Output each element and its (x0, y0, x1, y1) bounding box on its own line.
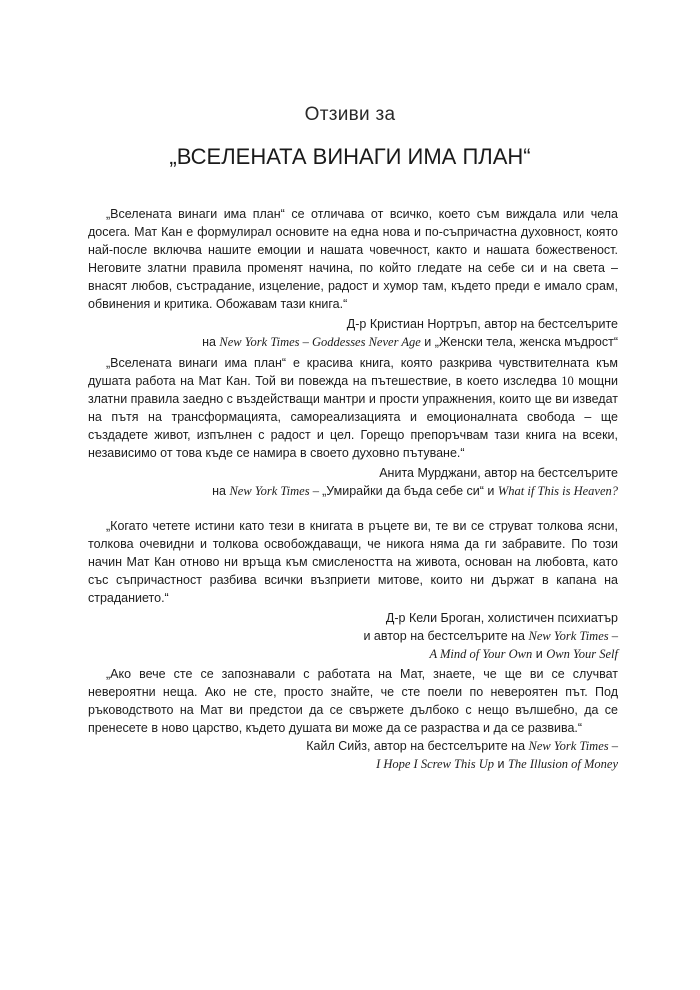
testimonial-3-conj: и (532, 647, 547, 661)
testimonial-2-quote (88, 354, 618, 462)
testimonial-2-na: на (212, 484, 230, 498)
testimonial-1-works (88, 333, 618, 351)
testimonial-1-conj: и (420, 335, 435, 349)
testimonial-3 (88, 517, 618, 663)
testimonial-2-quote-part-2: мощни златни правила заедно с въздействащи мантри и прости упражнения, които ще ви изведат на пътя на трансформацията, самореализацията и емоционалната свобода – ще създадете живот, изпълнен с радост и цел. Горещо препоръчвам тази книга на всеки, независимо от това къде се намира в своето духовно пътуване.“ (88, 374, 618, 460)
testimonial-3-work-2: Own Your Self (546, 647, 618, 661)
testimonial-2-works (88, 482, 618, 500)
testimonial-1-work-1: New York Times – Goddesses Never Age (219, 335, 421, 349)
testimonial-2-work-3: What if This is Heaven? (497, 484, 618, 498)
page-heading: Отзиви за (304, 104, 396, 125)
testimonial-2-author: Анита Мурджани, автор на бестселърите (379, 466, 618, 480)
testimonial-2-work-1: New York Times – (229, 484, 323, 498)
testimonial-1-work-2: „Женски тела, женска мъдрост“ (434, 335, 618, 349)
testimonial-4-author-text: Кайл Сийз, автор на бестселърите на (306, 739, 529, 753)
testimonial-2-number: 10 (561, 374, 574, 388)
testimonial-4-work-2: The Illusion of Money (507, 757, 618, 771)
testimonial-3-line2-work: New York Times – (528, 629, 618, 643)
testimonial-1 (88, 205, 618, 351)
testimonial-4-quote: „Ако вече сте се запознавали с работата на Мат, знаете, че ще ви се случват невероятни неща. Ако не сте, просто знайте, че сте поели по невероятен път. Под ръководството на Мат ви предстои да се свържете дълбоко с нещо вълшебно, да се пренесете в ново царство, където душата ви може да се разраства и да се развива.“ (88, 667, 618, 735)
testimonial-4-works (88, 755, 618, 773)
testimonial-2 (88, 354, 618, 500)
testimonial-1-na: на (202, 335, 220, 349)
testimonial-3-quote: „Когато четете истини като тези в книгата в ръцете ви, те ви се струват толкова ясни, толкова очевидни и толкова освобождаващи, че никога няма да ги забравите. По този начин Мат Кан отново ни връща към смислеността на живота, основан на любовта, като със съпричастност разбива всички възприети митове, които ни държат в капана на страданието.“ (88, 519, 618, 605)
testimonial-3-work-1: A Mind of Your Own (429, 647, 533, 661)
testimonial-2-quote-part-1: „Вселената винаги има план“ е красива книга, която разкрива чувствителната към душата работа на Мат Кан. Той ви повежда на пътешествие, в което изследва (88, 356, 618, 388)
testimonial-3-works (88, 645, 618, 663)
testimonial-4-author-work: New York Times – (528, 739, 618, 753)
testimonial-3-author: Д-р Кели Броган, холистичен психиатър (385, 611, 618, 625)
testimonial-4-conj: и (494, 757, 508, 771)
testimonial-4-author (88, 737, 618, 755)
book-title: „ВСЕЛЕНАТА ВИНАГИ ИМА ПЛАН“ (169, 144, 531, 169)
testimonial-4 (88, 665, 618, 773)
testimonial-2-conj: и (483, 484, 498, 498)
testimonial-3-publisher-line (88, 627, 618, 645)
testimonial-4-work-1: I Hope I Screw This Up (376, 757, 494, 771)
testimonial-1-author: Д-р Кристиан Нортръп, автор на бестселърите (346, 317, 618, 331)
testimonial-2-work-2: „Умирайки да бъда себе си“ (322, 484, 484, 498)
testimonial-1-quote: „Вселената винаги има план“ се отличава от всичко, което съм виждала или чела досега. Мат Кан е формулирал основите на една нова и по-съпричастна духовност, която най-после включва нашите емоции и нашата човечност, както и нашата божественост. Неговите златни правила променят начина, по който гледате на себе си и на света – внасят любов, състрадание, изцеление, радост и хумор там, където преди е имало срам, обвинения и критика. Обожавам тази книга.“ (88, 207, 618, 311)
testimonial-3-line2-text: и автор на бестселърите на (363, 629, 529, 643)
